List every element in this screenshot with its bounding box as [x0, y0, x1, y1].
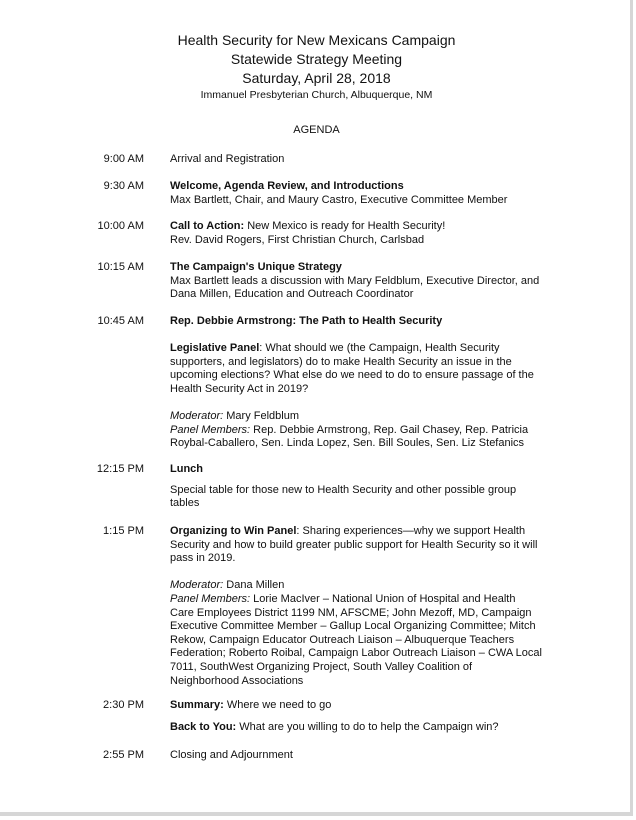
agenda-time: 9:30 AM [103, 180, 144, 192]
agenda-heading-text: The Campaign's Unique Strategy [170, 261, 342, 273]
agenda-text: Max Bartlett leads a discussion with Mary Feldblum, Executive Director, and Dana Millen, Education and Outreach Coordinator [170, 274, 540, 301]
agenda-time: 2:55 PM [103, 749, 144, 761]
meeting-location: Immanuel Presbyterian Church, Albuquerque, NM [200, 89, 433, 101]
agenda-heading-rest: : Sharing experiences—why we support Health Security and how to build greater public support for Health Security so it will pass in 2019. [170, 525, 538, 565]
panel-members: Lorie MacIver – National Union of Hospital and Health Care Employees District 1199 NM, AFSCME; John Mezoff, MD, Campaign Executive Committee Member – Gallup Local Organizing Committee; Mitch Rekow, Campaign Educator Outreach Liaison – Albuquerque Teachers Federation; Roberto Roibal, Campaign Labor Outreach Liaison – CWA Local 7011, SouthWest Organizing Project, South Valley Coalition of Neighborhood Associations [170, 592, 542, 687]
panel-label: Panel Members: [170, 592, 251, 605]
panel-label: Panel Members: [170, 423, 251, 436]
agenda-text: Special table for those new to Health Security and other possible group tables [170, 483, 517, 510]
moderator-name: Dana Millen [223, 579, 285, 592]
agenda-heading-rest: New Mexico is ready for Health Security! [244, 220, 446, 232]
agenda-heading-text: Lunch [170, 463, 203, 475]
agenda-time: 9:00 AM [103, 153, 144, 165]
agenda-time: 2:30 PM [103, 699, 144, 711]
agenda-heading-rest: Where we need to go [223, 699, 332, 711]
meeting-date: Saturday, April 28, 2018 [242, 70, 391, 86]
panel-members: Rep. Debbie Armstrong, Rep. Gail Chasey, Rep. Patricia Roybal-Caballero, Sen. Linda Lopez, Sen. Bill Soules, Sen. Liz Stefanics [170, 423, 529, 450]
agenda-heading-text: Legislative Panel [170, 342, 260, 354]
campaign-title: Health Security for New Mexicans Campaign [177, 32, 456, 48]
agenda-heading-text: Organizing to Win Panel [170, 525, 297, 537]
agenda-heading-text: Call to Action: [170, 220, 245, 232]
agenda-time: 12:15 PM [96, 463, 144, 475]
agenda-text: Rev. David Rogers, First Christian Church, Carlsbad [170, 233, 425, 246]
agenda-time: 10:15 AM [97, 261, 144, 273]
agenda-heading-text: Summary: [170, 699, 224, 711]
agenda-heading-text: Back to You: [170, 721, 237, 733]
agenda-heading-text: Rep. Debbie Armstrong: The Path to Health Security [170, 315, 443, 327]
document-header [0, 31, 633, 102]
agenda-heading-text: Welcome, Agenda Review, and Introductions [170, 180, 404, 192]
agenda-text: Arrival and Registration [170, 153, 285, 165]
agenda-time: 1:15 PM [103, 525, 144, 537]
agenda-heading-rest: : What should we (the Campaign, Health Security supporters, and legislators) do to make Health Security an issue in the upcoming elections? What else do we need to do to ensure passage of the Health Security Act in 2019? [170, 342, 534, 395]
agenda-text: Max Bartlett, Chair, and Maury Castro, Executive Committee Member [170, 193, 508, 206]
agenda-time: 10:45 AM [97, 315, 144, 327]
agenda-heading-rest: What are you willing to do to help the Campaign win? [236, 721, 499, 733]
agenda-text: Closing and Adjournment [170, 749, 293, 761]
meeting-title: Statewide Strategy Meeting [230, 51, 403, 67]
moderator-name: Mary Feldblum [223, 409, 299, 422]
agenda-time: 10:00 AM [97, 220, 144, 232]
moderator-label: Moderator: [170, 579, 224, 592]
moderator-label: Moderator: [170, 409, 224, 422]
agenda-heading: AGENDA [293, 124, 340, 136]
